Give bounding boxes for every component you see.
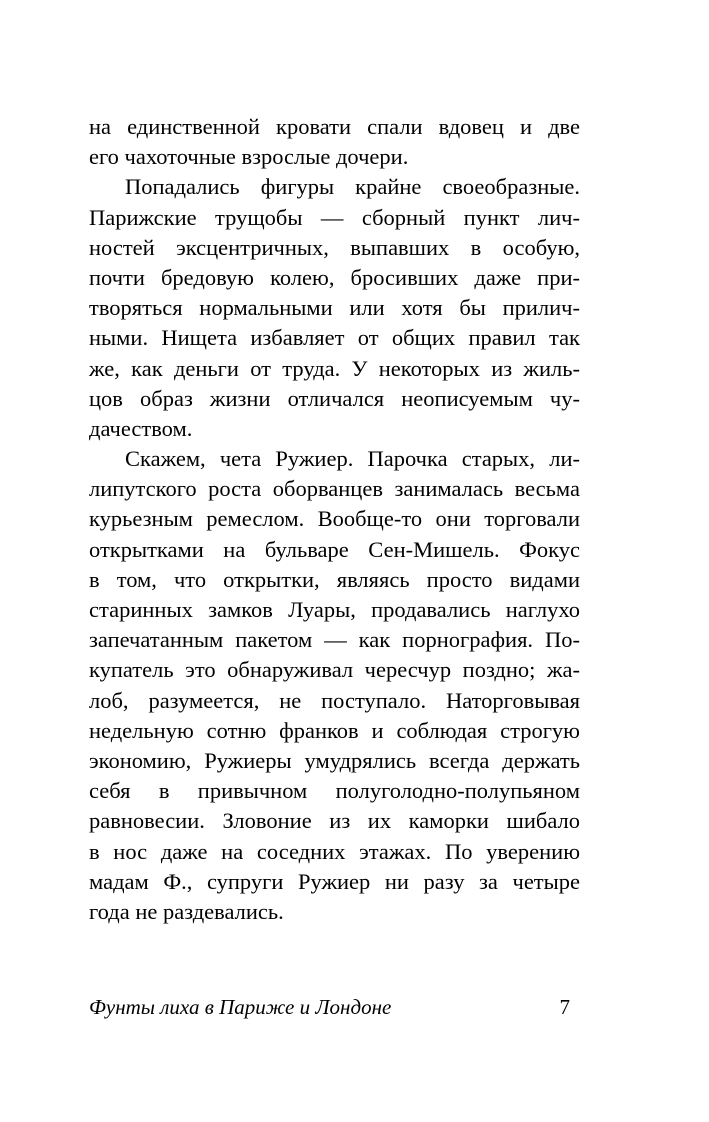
text-line: курьезным ремеслом. Вообще-то они торговали — [89, 506, 580, 532]
text-line: дачеством. — [89, 415, 193, 441]
paragraph-first-line: Попадались фигуры крайне своеобразные. — [125, 174, 580, 200]
text-line: в том, что открытки, являясь просто видами — [89, 566, 580, 592]
running-title: Фунты лиха в Париже и Лондоне — [89, 995, 392, 1019]
text-line: мадам Ф., супруги Ружиер ни разу за четыре — [89, 868, 580, 894]
text-line: в нос даже на соседних этажах. По уверению — [89, 838, 580, 864]
text-line: старинных замков Луары, продавались наглухо — [89, 597, 580, 622]
text-line: года не раздевались. — [89, 898, 284, 924]
text-line: Парижские трущобы — сборный пункт лич- — [89, 204, 580, 230]
text-line: почти бредовую колею, бросивших даже при- — [89, 264, 580, 290]
text-line: запечатанным пакетом — как порнография. По- — [89, 627, 580, 653]
text-line: ностей эксцентричных, выпавших в особую, — [89, 234, 580, 260]
text-line: на единственной кровати спали вдовец и две — [89, 114, 580, 139]
text-line: себя в привычном полуголодно-полупьяном — [89, 778, 580, 804]
text-line: его чахоточные взрослые дочери. — [89, 144, 409, 170]
text-line: ными. Нищета избавляет от общих правил так — [89, 325, 580, 351]
text-line: открытками на бульваре Сен-Мишель. Фокус — [89, 536, 580, 562]
page-footer — [89, 992, 580, 1022]
text-line: равновесии. Зловоние из их каморки шибало — [89, 808, 580, 834]
page-text — [89, 112, 580, 927]
text-line: недельную сотню франков и соблюдая строгую — [89, 717, 580, 743]
text-line: цов образ жизни отличался неописуемым чу- — [89, 385, 580, 411]
text-line: лоб, разумеется, не поступало. Наторговывая — [89, 687, 580, 713]
text-line: липутского роста оборванцев занималась весьма — [89, 476, 580, 502]
page-number: 7 — [559, 995, 570, 1019]
paragraph-first-line: Скажем, чета Ружиер. Парочка старых, ли- — [125, 446, 580, 472]
text-line: творяться нормальными или хотя бы прилич- — [89, 295, 580, 321]
text-line: же, как деньги от труда. У некоторых из жиль- — [89, 355, 580, 381]
text-line: экономию, Ружиеры умудрялись всегда держать — [89, 747, 580, 773]
text-line: купатель это обнаруживал чересчур поздно; жа- — [89, 657, 580, 683]
